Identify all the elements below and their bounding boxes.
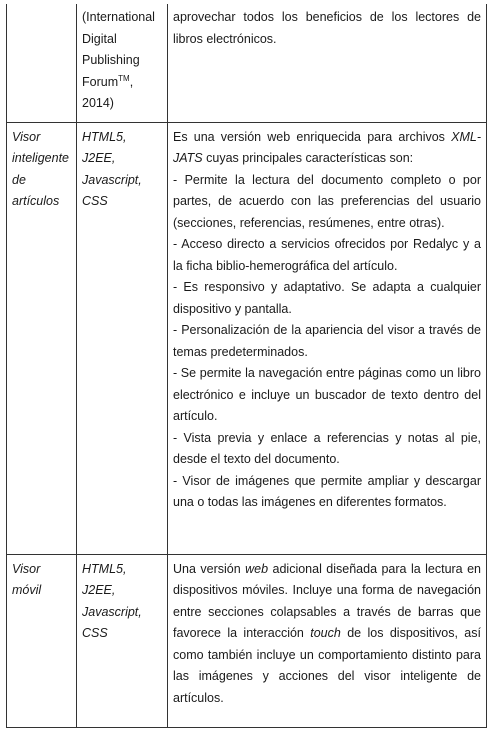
text-run: Es una versión web enriquecida para archivos bbox=[173, 129, 452, 144]
tech-line: Digital bbox=[82, 31, 117, 46]
text-run: cuyas principales características son: bbox=[202, 151, 414, 165]
tech-line: Javascript, bbox=[82, 604, 142, 619]
feature-item: - Acceso directo a servicios ofrecidos por Redalyc y a la ficha biblio-hemerográfica del artículo. bbox=[173, 237, 481, 273]
tech-line: Publishing bbox=[82, 53, 140, 67]
emphasis-text: web bbox=[245, 561, 269, 576]
component-name: Visor móvil bbox=[12, 561, 42, 597]
emphasis-text: touch bbox=[310, 626, 341, 640]
feature-item: - Personalización de la apariencia del visor a través de temas predeterminados. bbox=[173, 323, 481, 359]
component-name-cell bbox=[7, 122, 77, 554]
tech-line: 2014) bbox=[82, 96, 114, 110]
component-name-cell bbox=[7, 554, 77, 727]
description-cell bbox=[168, 4, 487, 122]
tech-line: HTML5, bbox=[82, 561, 127, 576]
description-cell bbox=[168, 554, 487, 727]
table-row bbox=[7, 122, 487, 554]
tech-line: HTML5, bbox=[82, 129, 127, 144]
feature-item: - Visor de imágenes que permite ampliar y descargar una o todas las imágenes en diferentes formatos. bbox=[173, 473, 481, 509]
technology-cell bbox=[77, 554, 168, 727]
features-table bbox=[6, 4, 487, 728]
description-intro bbox=[173, 127, 481, 170]
feature-item: - Se permite la navegación entre páginas como un libro electrónico e incluye un buscador de texto dentro del artículo. bbox=[173, 366, 481, 423]
text-run: de los dispositivos, así como también incluye un comportamiento distinto para las imágenes y acciones del visor inteligente de artículos. bbox=[173, 626, 481, 705]
table-row bbox=[7, 554, 487, 727]
text-run: Una versión bbox=[173, 561, 246, 576]
text-run: adicional diseñada para la lectura en dispositivos móviles. Incluye una forma de navegación entre secciones colapsables a través de barras que favorece la interacción bbox=[173, 561, 481, 640]
tech-punct: , bbox=[129, 74, 134, 89]
tech-line: Javascript, bbox=[82, 172, 142, 187]
tech-line: CSS bbox=[82, 194, 108, 208]
tech-line: J2EE, bbox=[82, 583, 116, 597]
technology-cell bbox=[77, 4, 168, 122]
tech-line: CSS bbox=[82, 626, 108, 640]
feature-item: - Es responsivo y adaptativo. Se adapta a cualquier dispositivo y pantalla. bbox=[173, 280, 481, 316]
tech-line bbox=[82, 72, 162, 94]
feature-item: - Permite la lectura del documento completo o por partes, de acuerdo con las preferencias del usuario (secciones, referencias, resúmenes, entre otras). bbox=[173, 172, 481, 230]
technology-cell bbox=[77, 122, 168, 554]
feature-item: - Vista previa y enlace a referencias y notas al pie, desde el texto del documento. bbox=[173, 430, 481, 466]
tech-word: Forum bbox=[82, 74, 119, 89]
component-name: Visor inteligente de artículos bbox=[12, 129, 69, 208]
tech-line: J2EE, bbox=[82, 151, 116, 165]
trademark-mark: TM bbox=[118, 73, 130, 83]
emphasis-text: XML-JATS bbox=[173, 129, 481, 165]
tech-line: (International bbox=[82, 10, 155, 24]
table-row bbox=[7, 4, 487, 122]
description-text: aprovechar todos los beneficios de los lectores de libros electrónicos. bbox=[173, 10, 481, 46]
component-name-cell bbox=[7, 4, 77, 122]
description-cell bbox=[168, 122, 487, 554]
